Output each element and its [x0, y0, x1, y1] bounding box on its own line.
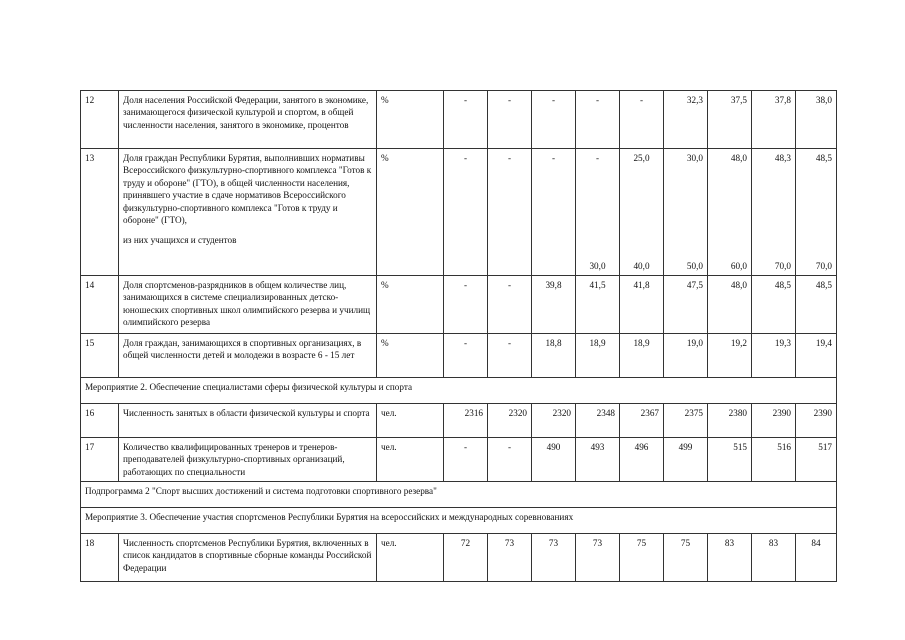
- value-cell: 18,9: [576, 333, 620, 377]
- value-cell: 48,5 70,0: [796, 149, 837, 276]
- section-title: Мероприятие 3. Обеспечение участия спортсменов Республики Бурятия на всероссийских и международных соревнованиях: [81, 507, 837, 533]
- value-cell: 73: [488, 533, 532, 581]
- value-cell: 75: [664, 533, 708, 581]
- section-title: Мероприятие 2. Обеспечение специалистами сферы физической культуры и спорта: [81, 377, 837, 403]
- value-cell: -: [444, 275, 488, 333]
- section-title: Подпрограмма 2 "Спорт высших достижений и система подготовки спортивного резерва": [81, 481, 837, 507]
- value-cell: 48,0: [708, 275, 752, 333]
- value-cell: -: [488, 91, 532, 149]
- indicator-subtext: из них учащихся и студентов: [123, 235, 237, 246]
- indicator-name: [119, 149, 377, 276]
- value-cell: 19,0: [664, 333, 708, 377]
- table-row: [81, 149, 837, 276]
- value-cell: 490: [532, 437, 576, 481]
- value-cell: 83: [752, 533, 796, 581]
- value-cell: 75: [620, 533, 664, 581]
- value-cell: 2380: [708, 403, 752, 437]
- value-cell: -: [532, 149, 576, 276]
- value-cell: -: [444, 437, 488, 481]
- value-cell: -: [488, 333, 532, 377]
- value-cell: 2375: [664, 403, 708, 437]
- value-cell: 39,8: [532, 275, 576, 333]
- unit-cell: чел.: [377, 403, 444, 437]
- value-cell: 48,3 70,0: [752, 149, 796, 276]
- value-cell: 73: [532, 533, 576, 581]
- value-cell: 499: [664, 437, 708, 481]
- value-cell: 47,5: [664, 275, 708, 333]
- value-cell: - 30,0: [576, 149, 620, 276]
- value-cell: 84: [796, 533, 837, 581]
- unit-cell: чел.: [377, 533, 444, 581]
- table-row: [81, 91, 837, 149]
- value-cell: 496: [620, 437, 664, 481]
- table-row: [81, 437, 837, 481]
- unit-cell: %: [377, 91, 444, 149]
- value-cell: 2320: [532, 403, 576, 437]
- value-cell: 48,0 60,0: [708, 149, 752, 276]
- value-cell: 2348: [576, 403, 620, 437]
- row-number: 18: [81, 533, 119, 581]
- unit-cell: %: [377, 149, 444, 276]
- value-cell: 38,0: [796, 91, 837, 149]
- indicator-name: Доля населения Российской Федерации, занятого в экономике, занимающегося физической культурой и спортом, в общей численности населения, занятого в экономике, процентов: [119, 91, 377, 149]
- indicator-text: Доля граждан Республики Бурятия, выполнивших нормативы Всероссийского физкультурно-спортивного комплекса "Готов к труду и обороне" (ГТО), в общей численности населения, принявшего участие в сдаче нормативов Всероссийского физкультурно-спортивного комплекса "Готов к труду и обороне" (ГТО),: [123, 153, 372, 226]
- value-cell: -: [488, 275, 532, 333]
- value-cell: 19,3: [752, 333, 796, 377]
- value-cell: 19,2: [708, 333, 752, 377]
- value-cell: 41,5: [576, 275, 620, 333]
- value-cell: -: [620, 91, 664, 149]
- value-cell: 2390: [752, 403, 796, 437]
- row-number: 13: [81, 149, 119, 276]
- row-number: 17: [81, 437, 119, 481]
- table-row: [81, 533, 837, 581]
- indicator-name: Количество квалифицированных тренеров и тренеров-преподавателей физкультурно-спортивных организаций, работающих по специальности: [119, 437, 377, 481]
- unit-cell: %: [377, 275, 444, 333]
- value-cell: 516: [752, 437, 796, 481]
- row-number: 16: [81, 403, 119, 437]
- value-cell: 18,9: [620, 333, 664, 377]
- indicator-name: Численность спортсменов Республики Бурятия, включенных в список кандидатов в спортивные сборные команды Российской Федерации: [119, 533, 377, 581]
- value-cell: 25,0 40,0: [620, 149, 664, 276]
- value-cell: 2316: [444, 403, 488, 437]
- value-cell: 83: [708, 533, 752, 581]
- value-cell: 72: [444, 533, 488, 581]
- section-row: [81, 507, 837, 533]
- value-cell: 41,8: [620, 275, 664, 333]
- indicators-table: [80, 90, 837, 582]
- value-cell: 19,4: [796, 333, 837, 377]
- value-cell: -: [532, 91, 576, 149]
- value-cell: -: [444, 91, 488, 149]
- value-cell: 517: [796, 437, 837, 481]
- section-row: [81, 481, 837, 507]
- value-cell: -: [444, 149, 488, 276]
- value-cell: 2367: [620, 403, 664, 437]
- value-cell: 48,5: [796, 275, 837, 333]
- value-cell: 30,0 50,0: [664, 149, 708, 276]
- unit-cell: чел.: [377, 437, 444, 481]
- value-cell: 2390: [796, 403, 837, 437]
- section-row: [81, 377, 837, 403]
- row-number: 15: [81, 333, 119, 377]
- value-cell: 515: [708, 437, 752, 481]
- indicator-name: Доля граждан, занимающихся в спортивных организациях, в общей численности детей и молодежи в возрасте 6 - 15 лет: [119, 333, 377, 377]
- table-row: [81, 275, 837, 333]
- value-cell: 32,3: [664, 91, 708, 149]
- unit-cell: %: [377, 333, 444, 377]
- indicator-name: Численность занятых в области физической культуры и спорта: [119, 403, 377, 437]
- value-cell: -: [488, 149, 532, 276]
- row-number: 12: [81, 91, 119, 149]
- table-row: [81, 333, 837, 377]
- value-cell: 2320: [488, 403, 532, 437]
- value-cell: -: [488, 437, 532, 481]
- value-cell: -: [576, 91, 620, 149]
- table-row: [81, 403, 837, 437]
- value-cell: -: [444, 333, 488, 377]
- value-cell: 493: [576, 437, 620, 481]
- value-cell: 73: [576, 533, 620, 581]
- row-number: 14: [81, 275, 119, 333]
- value-cell: 37,5: [708, 91, 752, 149]
- value-cell: 48,5: [752, 275, 796, 333]
- value-cell: 37,8: [752, 91, 796, 149]
- value-cell: 18,8: [532, 333, 576, 377]
- indicator-name: Доля спортсменов-разрядников в общем количестве лиц, занимающихся в системе специализированных детско-юношеских спортивных школ олимпийского резерва и училищ олимпийского резерва: [119, 275, 377, 333]
